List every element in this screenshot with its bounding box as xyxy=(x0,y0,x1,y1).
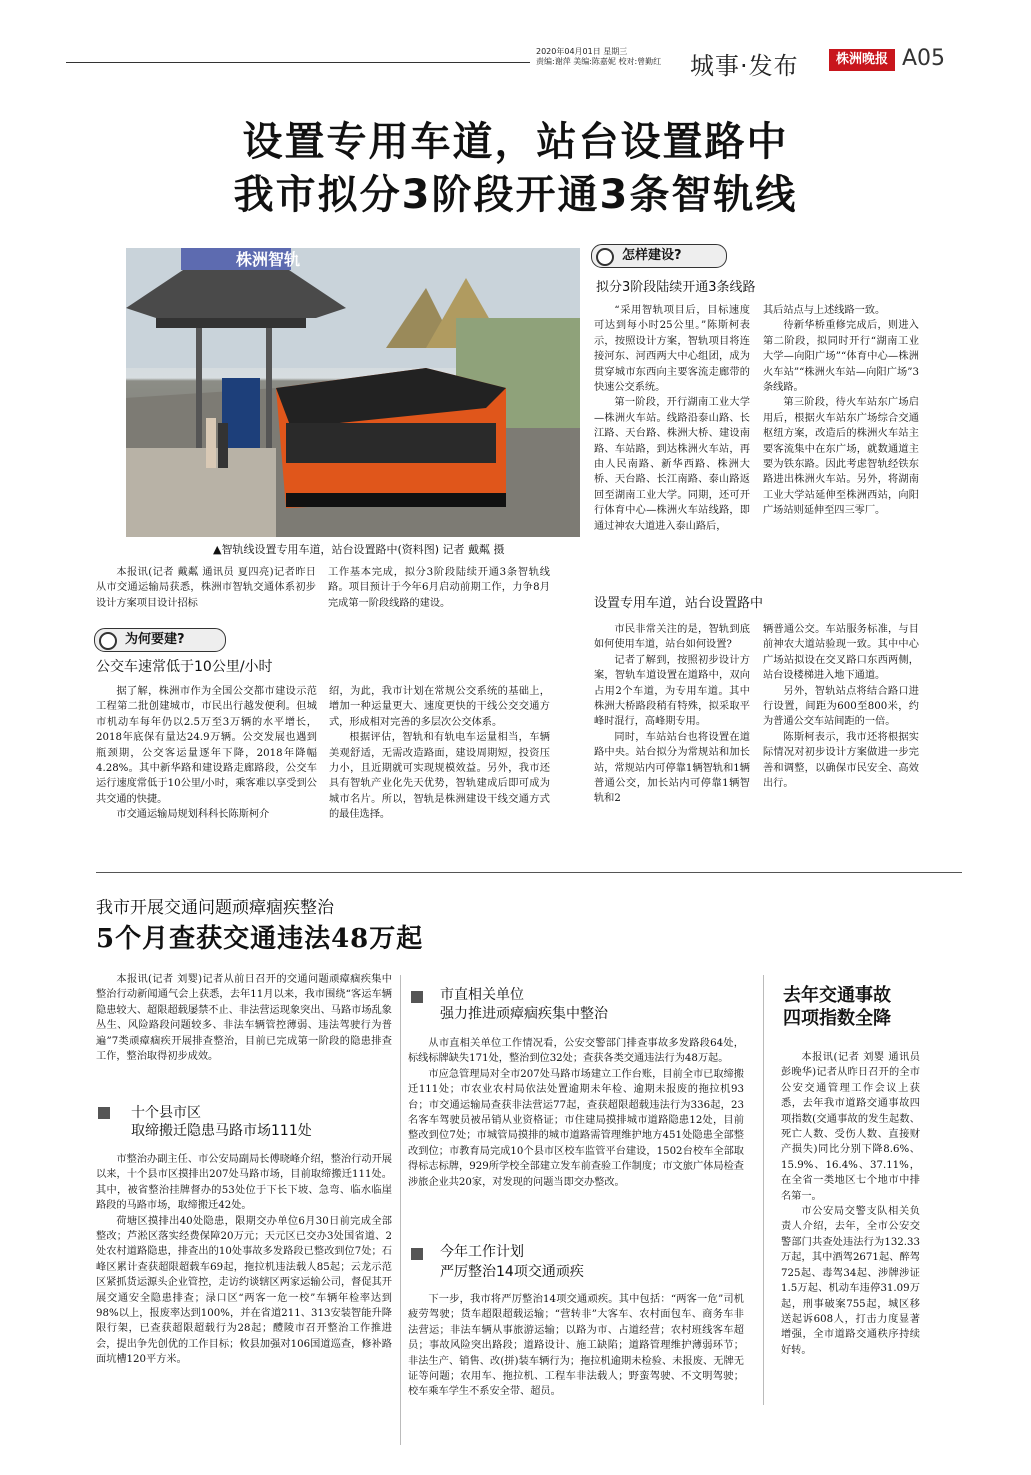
page-number: A05 xyxy=(902,46,946,71)
paper-logo: 株洲晚报 xyxy=(829,49,895,71)
q3-col1 xyxy=(594,622,750,807)
q2-subheading: 拟分3阶段陆续开通3条线路 xyxy=(596,280,756,295)
s1-title-b: 取缔搬迁隐患马路市场111处 xyxy=(131,1123,312,1139)
s3-title-b: 严厉整治14项交通顽疾 xyxy=(440,1264,584,1280)
column-rule xyxy=(400,975,401,1445)
q1-subheading: 公交车速常低于10公里/小时 xyxy=(96,659,273,675)
paragraph: 下一步，我市将严厉整治14项交通顽疾。其中包括：“两客一危”司机疲劳驾驶；货车超限超载运输；“营转非”大客车、农村面包车、商务车非法营运；非法车辆从事旅游运输；以路为市、占道经营；农村班线客车超员；事故风险突出路段；道路设计、施工缺陷；道路管理维护薄弱环节；非法生产、销售、改(拼)装车辆行为；拖拉机逾期未检验、未报废、无牌无证等问题；农用车、拖拉机、工程车非法载人；野蛮驾驶、不文明驾驶；校车乘车学生不系安全带、超员。 xyxy=(408,1294,744,1398)
q2-label-text: 怎样建设? xyxy=(622,248,682,263)
s2-body xyxy=(408,1036,744,1190)
header-rule xyxy=(66,62,530,63)
header-meta xyxy=(536,47,661,67)
s2-title-b: 强力推进顽瘴痼疾集中整治 xyxy=(440,1006,608,1022)
main-headline-line2: 我市拟分3阶段开通3条智轨线 xyxy=(233,172,798,218)
square-bullet-icon xyxy=(411,1248,423,1260)
s2-title-a: 市直相关单位 xyxy=(440,987,524,1003)
story-divider xyxy=(96,872,962,873)
story2-kicker: 我市开展交通问题顽瘴痼疾整治 xyxy=(96,898,334,918)
news-photo xyxy=(126,248,580,537)
q2-col2 xyxy=(763,303,919,519)
editors-line: 责编:谢萍 美编:陈嘉妮 校对:曾勤红 xyxy=(536,57,662,66)
paragraph: 市交通运输局规划科科长陈斯柯介 xyxy=(116,809,270,821)
q2-label xyxy=(591,244,727,268)
section-title: 城事·发布 xyxy=(690,52,799,80)
q1-col1 xyxy=(96,684,317,823)
paragraph: 第一阶段，开行湖南工业大学—株洲火车站。线路沿泰山路、长江路、天台路、株洲大桥、建设南路、车站路，到达株洲火车站，再由人民南路、新华西路、株洲大桥、天台路、长江南路、泰山路返回至湖南工业大学。同期，还可开行体育中心—株洲火车站线路，即通过神农大道进入泰山路后， xyxy=(594,397,750,532)
q3-subheading: 设置专用车道，站台设置路中 xyxy=(594,596,764,611)
s1-title-a: 十个县市区 xyxy=(131,1105,201,1121)
paragraph: 辆普通公交。车站服务标准，与目前神农大道站验现一致。其中中心广场站拟设在交叉路口东西两侧，站台设楼梯进入地下通道。 xyxy=(763,624,919,682)
q1-label-text: 为何要建? xyxy=(125,632,185,647)
paragraph: 另外，智轨站点将结合路口进行设置，间距为600至800米，约为普通公交车站间距的一倍。 xyxy=(763,685,919,728)
paragraph: 记者了解到，按照初步设计方案，智轨车道设置在道路中，双向占用2个车道，为专用车道。其中株洲大桥路段稍有特殊，拟采取平峰时混行，高峰期专用。 xyxy=(594,654,750,728)
q1-col2 xyxy=(329,684,550,823)
s1-body xyxy=(96,1152,392,1368)
story1-lead-col1 xyxy=(96,565,316,611)
story2-headline: 5个月查获交通违法48万起 xyxy=(96,924,424,954)
paragraph: 本报讯(记者 刘婴 通讯员 彭晚华)记者从昨日召开的全市公安交通管理工作会议上获悉，去年我市道路交通事故四项指数(交通事故的发生起数、死亡人数、受伤人数、直接财产损失)同比分别下降8.6%、15.9%、16.4%、37.11%，在全省一类地区七个地市中排名第一。 xyxy=(781,1052,920,1202)
lead-text-a: 本报讯(记者 戴粼 通讯员 夏四亮)记者昨日从市交通运输局获悉，株洲市智轨交通体系初步设计方案项目设计招标 xyxy=(96,567,316,609)
paragraph: 从市直相关单位工作情况看，公安交警部门排查事故多发路段64处，标线标牌缺失171处，整治到位32处；查获各类交通违法行为48万起。 xyxy=(408,1038,744,1065)
paragraph: 绍，为此，我市计划在常规公交系统的基础上，增加一种运量更大、速度更快的干线公交交通方式，形成相对完善的多层次公交体系。 xyxy=(329,686,550,728)
photo-caption: ▲智轨线设置专用车道，站台设置路中(资料图) 记者 戴粼 摄 xyxy=(213,543,505,556)
paragraph: 第三阶段，待火车站东广场启用后，根据火车站东广场综合交通枢纽方案，改造后的株洲火车站主要客流集中在东广场，就数通道主要为铁东路。因此考虑智轨经铁东路进出株洲火车站。另外，将湖南工业大学站延伸至株洲西站，向阳广场站则延伸至四三零厂。 xyxy=(763,397,919,517)
q2-col1 xyxy=(594,303,750,534)
q3-col2 xyxy=(763,622,919,791)
paragraph: 市民非常关注的是，智轨到底如何使用车道，站台如何设置? xyxy=(594,624,750,651)
paragraph: 市整治办副主任、市公安局副局长傅晓峰介绍，整治行动开展以来，十个县市区摸排出207处马路市场，目前取缔搬迁111处。其中，被省整治挂牌督办的53处位于下长下坡、急弯、临水临崖路段的马路市场，取缔搬迁42处。 xyxy=(96,1154,392,1212)
paragraph: 其后站点与上述线路一致。 xyxy=(763,305,886,316)
paragraph: 本报讯(记者 刘婴)记者从前日召开的交通问题顽瘴痼疾集中整治行动新闻通气会上获悉，去年11月以来，我市围绕“客运车辆隐患较大、超限超载屡禁不止、非法营运现象突出、马路市场乱象丛生、风险路段问题较多、非法车辆管控薄弱、违法驾驶行为普遍”7类顽瘴痼疾开展排查整治，目前已完成第一阶段的隐患排查工作，整治取得初步成效。 xyxy=(96,974,392,1063)
q-circle-icon xyxy=(596,248,614,266)
column-rule xyxy=(763,975,764,1405)
paragraph: “采用智轨项目后，目标速度可达到每小时25公里。”陈斯柯表示，按照设计方案，智轨项目将连接河东、河西两大中心组团，成为贯穿城市东西向主要客流走廊带的快速公交系统。 xyxy=(594,305,750,394)
photo-sign: 株洲智轨 xyxy=(236,250,301,269)
main-headline-line1: 设置专用车道，站台设置路中 xyxy=(242,119,789,165)
s3-body xyxy=(408,1292,744,1400)
paragraph: 据了解，株洲市作为全国公交都市建设示范工程第二批创建城市，市民出行越发便利。但城市机动车每年仍以2.5万至3万辆的水平增长，2018年底保有量达24.9万辆。公交发展也遇到瓶颈期，公交客运量逐年下降，2018年降幅4.28%。其中新华路和建设路走廊路段，公交车运行速度常低于10公里/小时，乘客难以享受到公共交通的快捷。 xyxy=(96,686,317,805)
square-bullet-icon xyxy=(411,991,423,1003)
paragraph: 荷塘区摸排出40处隐患，限期交办单位6月30日前完成全部整改；芦淞区落实经费保障20万元；天元区已交办3处国省道、2处农村道路隐患，排查出的10处事故多发路段已整改到位7处；石峰区累计查获超限超载车69起，拖拉机违法载人85起；云龙示范区紧抓货运源头企业管控，走访约谈辖区两家运输公司，督促其开展交通安全隐患排查；渌口区“两客一危一校”车辆年检率达到98%以上，报废率达到100%，并在省道211、313安装智能升降限行架，已查获超限超载行为28起；醴陵市召开整治工作推进会，提出争先创优的工作目标；攸县加强对106国道巡查，修补路面坑槽120平方米。 xyxy=(96,1215,392,1366)
paragraph: 市公安局交警支队相关负责人介绍，去年，全市公安交警部门共查处违法行为132.33万起，其中酒驾2671起、醉驾725起、毒驾34起、涉牌涉证1.5万起、机动车违停31.09万起，刑事破案755起，城区移送起诉608人，打击力度显著增强，全市道路交通秩序持续好转。 xyxy=(781,1206,920,1356)
square-bullet-icon xyxy=(98,1107,110,1119)
date-line: 2020年04月01日 星期三 xyxy=(536,47,628,56)
paragraph: 市应急管理局对全市207处马路市场建立工作台账，目前全市已取缔搬迁111处；市农业农村局依法处置逾期未年检、逾期未报废的拖拉机93台；市交通运输局查获非法营运77起，查获超限超载违法行为336起，23名客车驾驶员被吊销从业资格证；市住建局摸排城市道路隐患12处，目前整改到位7处；市城管局摸排的城市道路需管理维护地方451处隐患全部整改到位；市教育局完成10个县市区校车监管平台建设，1502台校车全部取得标志标牌，929所学校全部建立发车前查验工作制度；市文旅广体局检查涉旅企业共20家，对发现的问题当即交办整改。 xyxy=(408,1068,744,1188)
q-circle-icon xyxy=(99,632,117,650)
side-body xyxy=(781,1050,920,1358)
paragraph: 待新华桥重修完成后，则进入第二阶段，拟同时开行“湖南工业大学—向阳广场”“体育中心—株洲火车站”“株洲火车站—向阳广场”3条线路。 xyxy=(763,320,919,394)
paragraph: 根据评估，智轨和有轨电车运量相当，车辆美观舒适，无需改造路面，建设周期短，投资压力小，且近期就可实现规模效益。另外，我市还具有智轨产业化先天优势，智轨建成后即可成为城市名片。所以，智轨是株洲建设干线交通方式的最佳选择。 xyxy=(329,732,550,821)
side-title-a: 去年交通事故 xyxy=(783,985,891,1006)
story2-lead xyxy=(96,972,392,1064)
paragraph: 陈斯柯表示，我市还将根据实际情况对初步设计方案做进一步完善和调整，以确保市民安全、高效出行。 xyxy=(763,731,919,790)
q1-label xyxy=(94,628,226,652)
side-title-b: 四项指数全降 xyxy=(783,1008,891,1029)
story1-lead-col2 xyxy=(328,565,550,611)
lead-text-b: 工作基本完成，拟分3阶段陆续开通3条智轨线路。项目预计于今年6月启动前期工作，力争8月完成第一阶段线路的建设。 xyxy=(328,567,550,609)
paragraph: 同时，车站站台也将设置在道路中央。站台拟分为常规站和加长站，常规站内可停靠1辆智轨和1辆普通公交，加长站内可停靠1辆智轨和2 xyxy=(594,731,750,805)
s3-title-a: 今年工作计划 xyxy=(440,1244,524,1260)
photo-illustration xyxy=(126,248,580,537)
